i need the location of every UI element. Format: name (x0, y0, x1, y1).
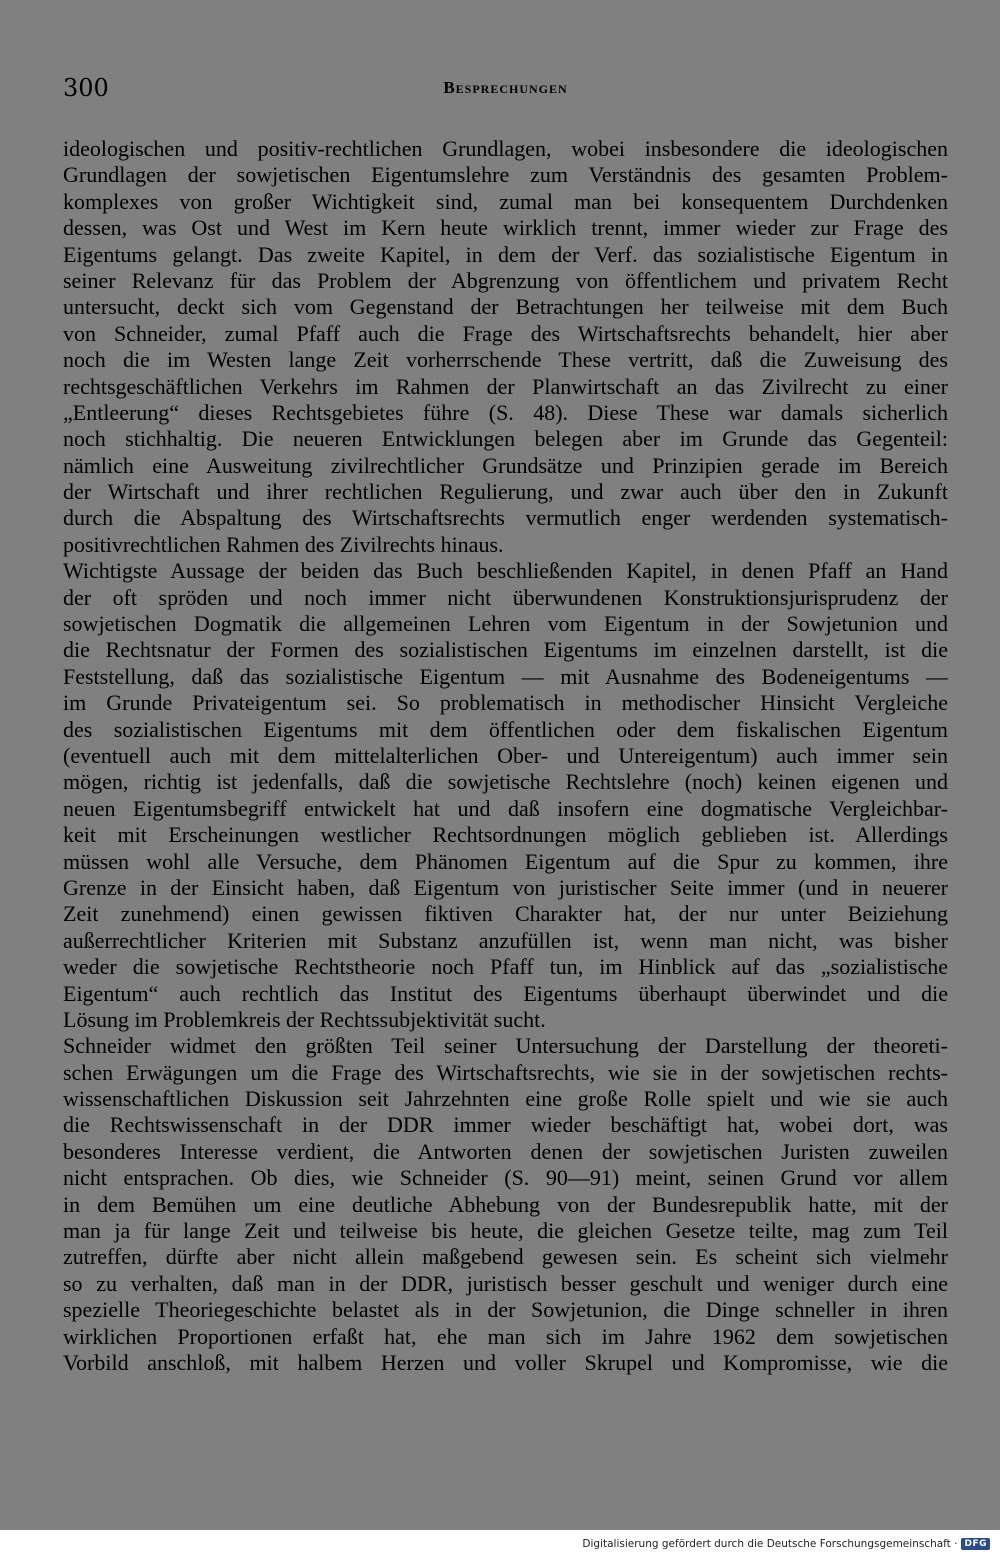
text-line: nicht entsprachen. Ob dies, wie Schneider (S. 90—91) meint, seinen Grund vor allem (63, 1165, 948, 1191)
text-line: dessen, was Ost und West im Kern heute wirklich trennt, immer wieder zur Frage des (63, 215, 948, 241)
text-line: Feststellung, daß das sozialistische Eigentum — mit Ausnahme des Bodeneigentums — (63, 663, 948, 689)
text-line: des sozialistischen Eigentums mit dem öffentlichen oder dem fiskalischen Eigentum (63, 716, 948, 742)
text-line: seiner Relevanz für das Problem der Abgrenzung von öffentlichem und privatem Recht (63, 267, 948, 293)
text-line: in dem Bemühen um eine deutliche Abhebung von der Bundesrepublik hatte, mit der (63, 1191, 948, 1217)
text-line: rechtsgeschäftlichen Verkehrs im Rahmen der Planwirtschaft an das Zivilrecht zu einer (63, 373, 948, 399)
text-line: wissenschaftlichen Diskussion seit Jahrzehnten eine große Rolle spielt und wie sie auch (63, 1086, 948, 1112)
text-line: Grundlagen der sowjetischen Eigentumslehre zum Verständnis des gesamten Problem- (63, 162, 948, 188)
text-line: noch stichhaltig. Die neueren Entwicklungen belegen aber im Grunde das Gegenteil: (63, 426, 948, 452)
text-line: Zeit zunehmend) einen gewissen fiktiven Charakter hat, der nur unter Beiziehung (63, 901, 948, 927)
text-line: Grenze in der Einsicht haben, daß Eigentum von juristischer Seite immer (und in neuerer (63, 874, 948, 900)
text-line: schen Erwägungen um die Frage des Wirtschaftsrechts, wie sie in der sowjetischen rechts- (63, 1059, 948, 1085)
text-line: neuen Eigentumsbegriff entwickelt hat und daß insofern eine dogmatische Vergleichbar- (63, 795, 948, 821)
page-number: 300 (63, 74, 109, 102)
text-line: Eigentum“ auch rechtlich das Institut des Eigentums überhaupt überwindet und die (63, 980, 948, 1006)
text-line: die Rechtswissenschaft in der DDR immer wieder beschäftigt hat, wobei dort, was (63, 1112, 948, 1138)
text-line: Lösung im Problemkreis der Rechtssubjektivität sucht. (63, 1006, 546, 1032)
text-line: Vorbild anschloß, mit halbem Herzen und voller Skrupel und Kompromisse, wie die (63, 1349, 948, 1375)
text-line: positivrechtlichen Rahmen des Zivilrechts hinaus. (63, 531, 504, 557)
text-line: man ja für lange Zeit und teilweise bis heute, die gleichen Gesetze teilte, mag zum Teil (63, 1218, 948, 1244)
footer-text: Digitalisierung gefördert durch die Deutsche Forschungsgemeinschaft · (582, 1538, 958, 1550)
text-line: Schneider widmet den größten Teil seiner Untersuchung der Darstellung der theoreti- (63, 1033, 948, 1059)
text-line: Eigentums gelangt. Das zweite Kapitel, in dem der Verf. das sozialistische Eigentum in (63, 241, 948, 267)
text-line: müssen wohl alle Versuche, dem Phänomen Eigentum auf die Spur zu kommen, ihre (63, 848, 948, 874)
text-line: wirklichen Proportionen erfaßt hat, ehe man sich im Jahre 1962 dem sowjetischen (63, 1323, 948, 1349)
text-line: spezielle Theoriegeschichte belastet als in der Sowjetunion, die Dinge schneller in ihren (63, 1297, 948, 1323)
running-head: Besprechungen (443, 78, 568, 97)
text-line: ideologischen und positiv-rechtlichen Grundlagen, wobei insbesondere die ideologischen (63, 136, 948, 161)
text-line: besonderes Interesse verdient, die Antworten denen der sowjetischen Juristen zuweilen (63, 1138, 948, 1164)
text-line: der oft spröden und noch immer nicht überwundenen Konstruktionsjurisprudenz der (63, 584, 948, 610)
text-line: außerrechtlicher Kriterien mit Substanz anzufüllen ist, wenn man nicht, was bisher (63, 927, 948, 953)
text-line: untersucht, deckt sich vom Gegenstand der Betrachtungen her teilweise mit dem Buch (63, 294, 948, 320)
text-line: komplexes von großer Wichtigkeit sind, zumal man bei konsequentem Durchdenken (63, 188, 948, 214)
text-line: im Grunde Privateigentum sei. So problematisch in methodischer Hinsicht Vergleiche (63, 690, 948, 716)
text-line: so zu verhalten, daß man in der DDR, juristisch besser geschult und weniger durch eine (63, 1270, 948, 1296)
text-line: nämlich eine Ausweitung zivilrechtlicher Grundsätze und Prinzipien gerade im Bereich (63, 452, 948, 478)
text-line: „Entleerung“ dieses Rechtsgebietes führe (S. 48). Diese These war damals sicherlich (63, 399, 948, 425)
text-line: die Rechtsnatur der Formen des sozialistischen Eigentums im einzelnen darstellt, ist die (63, 637, 948, 663)
text-line: Wichtigste Aussage der beiden das Buch beschließenden Kapitel, in denen Pfaff an Hand (63, 558, 948, 584)
text-line: der Wirtschaft und ihrer rechtlichen Regulierung, und zwar auch über den in Zukunft (63, 479, 948, 505)
text-line: mögen, richtig ist jedenfalls, daß die sowjetische Rechtslehre (noch) keinen eigenen und (63, 769, 948, 795)
text-line: weder die sowjetische Rechtstheorie noch Pfaff tun, im Hinblick auf das „sozialistische (63, 954, 948, 980)
text-line: zutreffen, dürfte aber nicht allein maßgebend gewesen sein. Es scheint sich vielmehr (63, 1244, 948, 1270)
page-header (63, 70, 948, 110)
text-line: sowjetischen Dogmatik die allgemeinen Lehren vom Eigentum in der Sowjetunion und (63, 611, 948, 637)
footer-credit (582, 1536, 990, 1552)
text-line: (eventuell auch mit dem mittelalterlichen Ober- und Untereigentum) auch immer sein (63, 742, 948, 768)
body-text (63, 136, 948, 1376)
text-line: durch die Abspaltung des Wirtschaftsrechts vermutlich enger werdenden systematisch- (63, 505, 948, 531)
text-line: von Schneider, zumal Pfaff auch die Frage des Wirtschaftsrechts behandelt, hier aber (63, 320, 948, 346)
text-line: noch die im Westen lange Zeit vorherrschende These vertritt, daß die Zuweisung des (63, 347, 948, 373)
dfg-logo: DFG (961, 1538, 990, 1550)
text-line: keit mit Erscheinungen westlicher Rechtsordnungen möglich geblieben ist. Allerdings (63, 822, 948, 848)
